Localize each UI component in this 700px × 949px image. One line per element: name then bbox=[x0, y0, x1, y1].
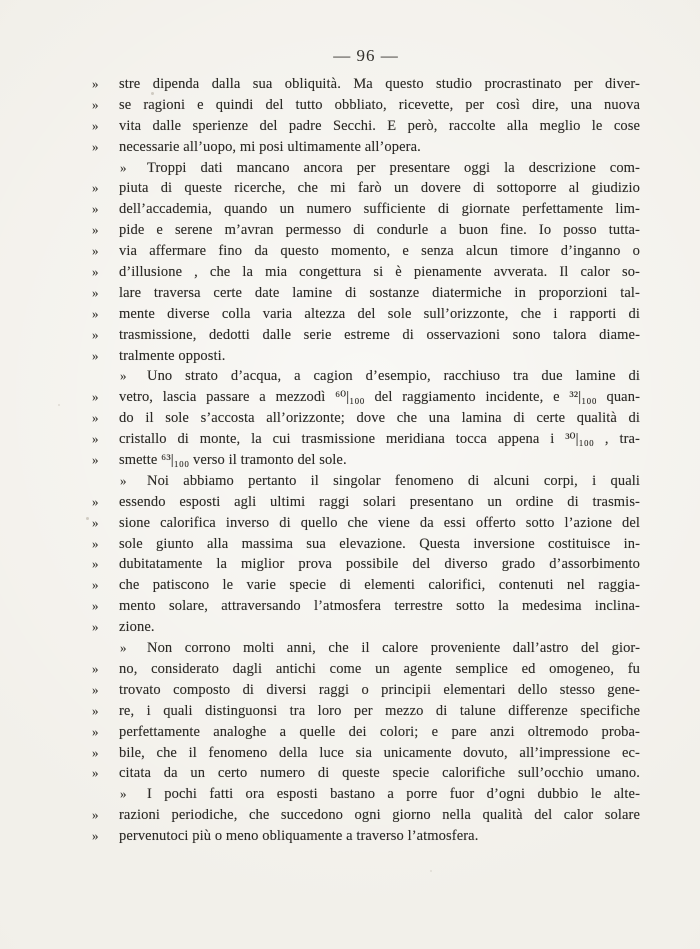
text-line bbox=[92, 575, 640, 596]
quote-mark: » bbox=[120, 786, 127, 802]
text-line bbox=[92, 492, 640, 513]
line-text: no, considerato dagli antichi come un agente semplice ed omogeneo, fu bbox=[119, 660, 640, 677]
quote-mark: » bbox=[92, 598, 99, 614]
line-text: lare traversa certe date lamine di sostanze diatermiche in proporzioni tal- bbox=[119, 284, 640, 301]
line-text: vetro, lascia passare a mezzodì ⁶⁰|₁₀₀ del raggiamento incidente, e ³²|₁₀₀ quan- bbox=[119, 389, 640, 406]
line-text: sole giunto alla massima sua elevazione. Questa inversione costituisce in- bbox=[119, 535, 640, 552]
text-line bbox=[92, 805, 640, 826]
quote-mark: » bbox=[92, 347, 99, 363]
quote-mark: » bbox=[92, 723, 99, 739]
line-text: cristallo di monte, la cui trasmissione meridiana tocca appena i ³⁰|₁₀₀ , tra- bbox=[119, 431, 640, 448]
line-text: d’illusione , che la mia congettura si è pienamente avverata. Il calor so- bbox=[119, 264, 640, 281]
text-line bbox=[92, 701, 640, 722]
text-line bbox=[92, 722, 640, 743]
line-text: citata da un certo numero di queste specie calorifiche sull’occhio umano. bbox=[119, 765, 640, 782]
quote-mark: » bbox=[92, 681, 99, 697]
line-text: essendo esposti agli ultimi raggi solari presentano un ordine di trasmis- bbox=[119, 493, 640, 510]
text-line bbox=[92, 346, 640, 367]
text-line bbox=[92, 366, 640, 387]
line-text: smette ⁶³|₁₀₀ verso il tramonto del sole. bbox=[119, 452, 347, 469]
line-text: dell’accademia, quando un numero sufficiente di giornate perfettamente lim- bbox=[119, 201, 640, 218]
paper-speck bbox=[58, 404, 60, 406]
text-line bbox=[92, 471, 640, 492]
quote-mark: » bbox=[92, 410, 99, 426]
line-text: Noi abbiamo pertanto il singolar fenomeno di alcuni corpi, i quali bbox=[147, 472, 640, 489]
line-text: mento solare, attraversando l’atmosfera terrestre sotto la medesima inclina- bbox=[119, 598, 640, 615]
text-line bbox=[92, 534, 640, 555]
quote-mark: » bbox=[120, 472, 127, 488]
paper-speck bbox=[430, 870, 432, 872]
text-line bbox=[92, 450, 640, 471]
text-line bbox=[92, 220, 640, 241]
line-text: dubitatamente la miglior prova possibile del diverso grado d’assorbimento bbox=[119, 556, 640, 573]
quote-mark: » bbox=[92, 96, 99, 112]
quote-mark: » bbox=[92, 201, 99, 217]
text-line bbox=[92, 513, 640, 534]
line-text: mente diverse colla varia altezza del sole sull’orizzonte, che i rapporti di bbox=[119, 305, 640, 322]
line-text: via affermare fino da questo momento, e senza alcun timore d’inganno o bbox=[119, 243, 640, 260]
quote-mark: » bbox=[92, 493, 99, 509]
quote-mark: » bbox=[92, 305, 99, 321]
text-line bbox=[92, 743, 640, 764]
quote-mark: » bbox=[92, 807, 99, 823]
text-line bbox=[92, 262, 640, 283]
quote-mark: » bbox=[92, 284, 99, 300]
line-text: che patiscono le varie specie di elementi calorifici, contenuti nel raggia- bbox=[119, 577, 640, 594]
text-line bbox=[92, 304, 640, 325]
text-line bbox=[92, 429, 640, 450]
quote-mark: » bbox=[92, 431, 99, 447]
quote-mark: » bbox=[92, 765, 99, 781]
text-line bbox=[92, 116, 640, 137]
text-line bbox=[92, 325, 640, 346]
quote-mark: » bbox=[120, 640, 127, 656]
line-text: trovato composto di diversi raggi o principii elementari dello stesso gene- bbox=[119, 681, 640, 698]
text-line bbox=[92, 680, 640, 701]
text-line bbox=[92, 241, 640, 262]
text-line bbox=[92, 826, 640, 847]
text-line bbox=[92, 137, 640, 158]
line-text: piuta di queste ricerche, che mi farò un dovere di sottoporre al giudizio bbox=[119, 180, 640, 197]
quote-mark: » bbox=[92, 702, 99, 718]
quote-mark: » bbox=[92, 117, 99, 133]
quote-mark: » bbox=[92, 76, 99, 91]
quote-mark: » bbox=[92, 514, 99, 530]
line-text: pide e serene m’avran permesso di condurle a buon fine. Io posso tutta- bbox=[119, 222, 640, 239]
quote-mark: » bbox=[92, 577, 99, 593]
quote-mark: » bbox=[92, 556, 99, 572]
line-text: do il sole s’accosta all’orizzonte; dove che una lamina di certe qualità di bbox=[119, 410, 640, 427]
quote-mark: » bbox=[92, 326, 99, 342]
line-text: vita dalle sperienze del padre Secchi. E però, raccolte alla meglio le cose bbox=[119, 117, 640, 134]
quote-mark: » bbox=[92, 744, 99, 760]
quote-mark: » bbox=[92, 619, 99, 635]
quote-mark: » bbox=[92, 180, 99, 196]
text-line bbox=[92, 617, 640, 638]
quote-mark: » bbox=[120, 368, 127, 384]
text-line bbox=[92, 763, 640, 784]
quote-mark: » bbox=[92, 243, 99, 259]
quote-mark: » bbox=[92, 452, 99, 468]
page-number: — 96 — bbox=[333, 46, 399, 65]
quote-mark: » bbox=[92, 535, 99, 551]
quote-mark: » bbox=[92, 138, 99, 154]
quote-mark: » bbox=[92, 389, 99, 405]
paper-speck bbox=[151, 92, 154, 95]
line-text: re, i quali distinguonsi tra loro per mezzo di talune differenze specifiche bbox=[119, 702, 640, 719]
line-text: bile, che il fenomeno della luce sia unicamente dovuto, all’impressione ec- bbox=[119, 744, 640, 761]
line-text: stre dipenda dalla sua obliquità. Ma questo studio procrastinato per diver- bbox=[119, 76, 640, 92]
text-line bbox=[92, 596, 640, 617]
line-text: sione calorifica inverso di quello che viene da essi offerto sotto l’azione del bbox=[119, 514, 640, 531]
text-line bbox=[92, 199, 640, 220]
line-text: Troppi dati mancano ancora per presentare oggi la descrizione com- bbox=[147, 159, 640, 176]
line-text: trasmissione, dedotti dalle serie estreme di osservazioni sono talora diame- bbox=[119, 326, 640, 343]
text-line bbox=[92, 638, 640, 659]
line-text: Uno strato d’acqua, a cagion d’esempio, racchiuso tra due lamine di bbox=[147, 368, 640, 385]
text-line bbox=[92, 784, 640, 805]
quote-mark: » bbox=[92, 660, 99, 676]
line-text: perfettamente analoghe a quelle dei colori; e pare anzi oltremodo proba- bbox=[119, 723, 640, 740]
line-text: necessarie all’uopo, mi posi ultimamente all’opera. bbox=[119, 138, 421, 155]
line-text: I pochi fatti ora esposti bastano a porre fuor d’ogni dubbio le alte- bbox=[147, 786, 640, 803]
text-line bbox=[92, 74, 640, 95]
line-text: pervenutoci più o meno obliquamente a traverso l’atmosfera. bbox=[119, 828, 479, 845]
text-block bbox=[92, 74, 640, 847]
text-line bbox=[92, 283, 640, 304]
text-line bbox=[92, 95, 640, 116]
line-text: razioni periodiche, che succedono ogni giorno nella qualità del calor solare bbox=[119, 807, 640, 824]
text-line bbox=[92, 387, 640, 408]
quote-mark: » bbox=[92, 264, 99, 280]
line-text: Non corrono molti anni, che il calore proveniente dall’astro del gior- bbox=[147, 640, 640, 657]
line-text: tralmente opposti. bbox=[119, 347, 226, 364]
text-line bbox=[92, 554, 640, 575]
text-line bbox=[92, 659, 640, 680]
line-text: zione. bbox=[119, 619, 155, 636]
text-line bbox=[92, 408, 640, 429]
text-line bbox=[92, 178, 640, 199]
quote-mark: » bbox=[92, 828, 99, 844]
line-text: se ragioni e quindi del tutto obbliato, ricevette, per così dire, una nuova bbox=[119, 96, 640, 113]
paper-speck bbox=[86, 517, 89, 520]
quote-mark: » bbox=[92, 222, 99, 238]
quote-mark: » bbox=[120, 159, 127, 175]
text-line bbox=[92, 158, 640, 179]
